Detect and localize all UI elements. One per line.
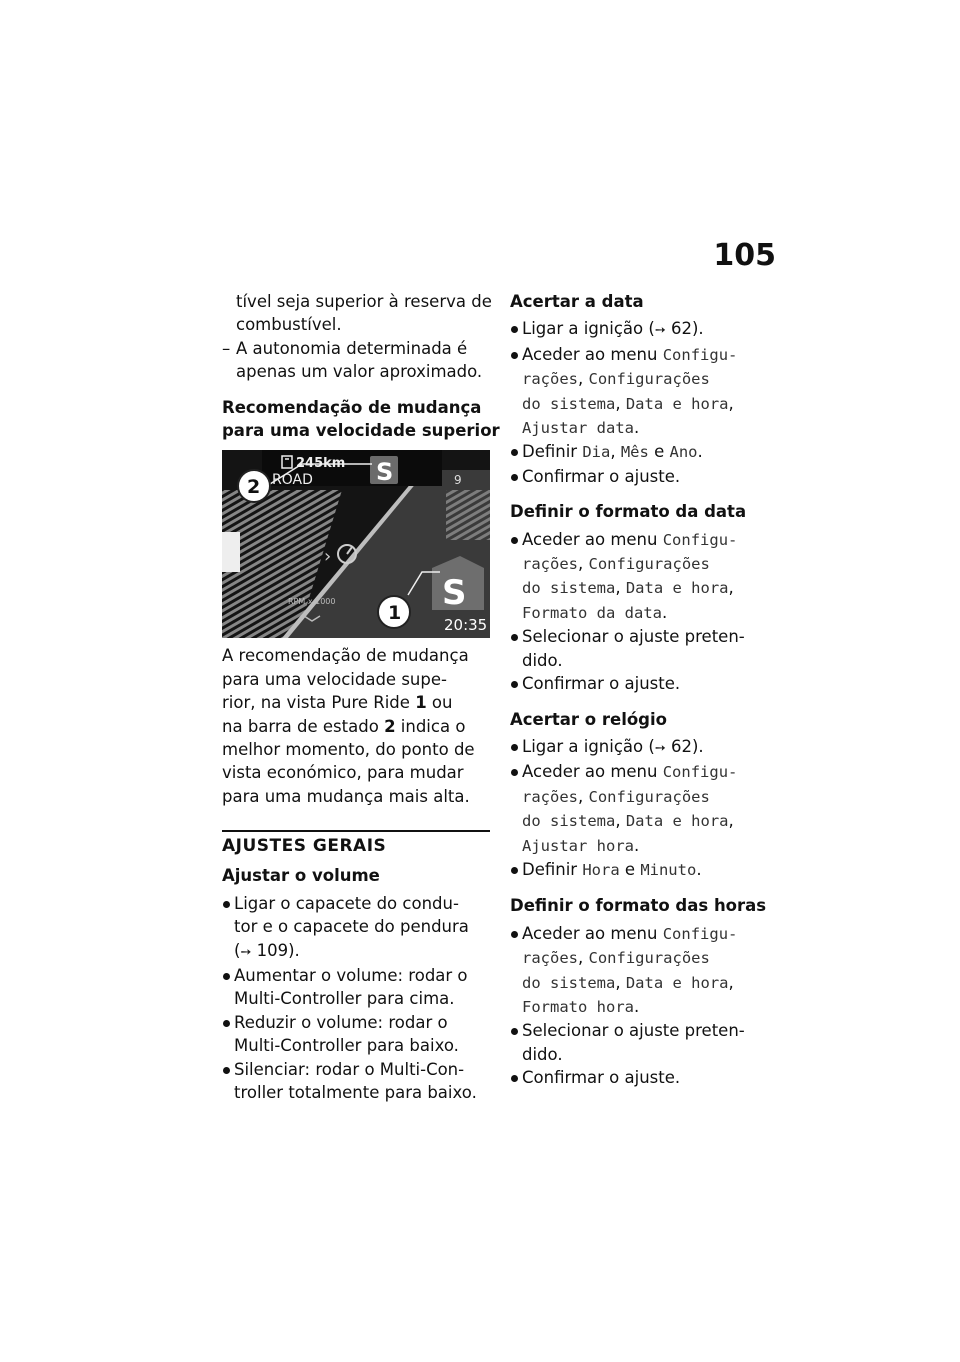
list-item: Confirmar o ajuste. [510, 1066, 792, 1089]
list-item: Ligar a ignição (➙ 62). [510, 317, 792, 342]
body-text: para uma mudança mais alta. [222, 786, 470, 806]
left-column [222, 290, 500, 1104]
page-number: 105 [713, 238, 776, 273]
subsection-heading: Acertar a data [510, 292, 644, 311]
list-item-cont: Multi-Controller para baixo. [234, 1036, 459, 1056]
chevron-right-icon: › [324, 546, 332, 568]
list-item: Confirmar o ajuste. [510, 672, 792, 695]
right-column [510, 290, 792, 1090]
list-item-cont: Formato hora. [522, 996, 640, 1016]
section-divider [222, 830, 490, 832]
subsection-heading: Definir o formato da data [510, 502, 747, 522]
list-item: Selecionar o ajuste preten- [510, 1019, 792, 1042]
list-item-cont: rações, Configurações [522, 948, 710, 968]
dash-list-item-cont: apenas um valor aproximado. [236, 362, 483, 382]
body-text: vista económico, para mudar [222, 763, 464, 783]
body-text: A recomendação de mudança [222, 646, 469, 666]
range-readout: 245km [296, 456, 346, 472]
list-item: Ligar o capacete do condu- [222, 892, 494, 915]
list-item-cont: dido. [522, 1044, 563, 1064]
list-item: Aceder ao menu Configu- [510, 760, 792, 784]
list-item: Aumentar o volume: rodar o [222, 964, 494, 987]
page-reference-arrow-icon: ➙ [654, 323, 666, 339]
list-item: Silenciar: rodar o Multi-Con- [222, 1058, 494, 1081]
list-item-cont: do sistema, Data e hora, [522, 393, 734, 413]
list-item-cont: Ajustar hora. [522, 835, 640, 855]
callout-1: 1 [388, 602, 402, 625]
list-item: Aceder ao menu Configu- [510, 922, 792, 946]
subsection-heading: Definir o formato das horas [510, 896, 767, 916]
intro-line: combustível. [236, 315, 342, 335]
callout-2: 2 [247, 476, 261, 499]
list-item-cont: tor e o capacete do pendura [234, 917, 469, 937]
list-item-cont: rações, Configurações [522, 369, 710, 389]
list-item-cont: rações, Configurações [522, 786, 710, 806]
body-text: para uma velocidade supe- [222, 669, 447, 689]
dashboard-illustration [222, 450, 490, 638]
body-text: rior, na vista Pure Ride 1 ou [222, 693, 453, 713]
section-title: AJUSTES GERAIS [222, 836, 387, 857]
gear-indicator-main: S [442, 573, 467, 614]
riding-mode: ROAD [272, 472, 313, 489]
list-item: Ligar a ignição (➙ 62). [510, 735, 792, 760]
dashboard-figure [222, 450, 490, 638]
list-item: Definir Dia, Mês e Ano. [510, 440, 792, 464]
body-text: na barra de estado 2 indica o [222, 716, 466, 736]
list-item-cont: dido. [522, 650, 563, 670]
list-item-cont: Formato da data. [522, 602, 668, 622]
gear-indicator-top: S [376, 458, 394, 487]
list-item: Reduzir o volume: rodar o [222, 1011, 494, 1034]
list-item: Selecionar o ajuste preten- [510, 625, 792, 648]
rpm-tick-label: 9 [454, 473, 462, 488]
dash-list-item: – A autonomia determinada é [222, 337, 494, 360]
body-text: melhor momento, do ponto de [222, 740, 475, 760]
list-item-cont: do sistema, Data e hora, [522, 972, 734, 992]
page-reference-arrow-icon: ➙ [240, 944, 252, 960]
page-reference-arrow-icon: ➙ [654, 740, 666, 756]
list-item-cont: rações, Configurações [522, 554, 710, 574]
list-item: Aceder ao menu Configu- [510, 528, 792, 552]
list-item-cont: Ajustar data. [522, 418, 640, 438]
list-item: Definir Hora e Minuto. [510, 858, 792, 882]
list-item-cont: troller totalmente para baixo. [234, 1082, 477, 1102]
subsection-heading: Acertar o relógio [510, 709, 667, 729]
list-item-cont: do sistema, Data e hora, [522, 578, 734, 598]
list-item-cont: Multi-Controller para cima. [234, 989, 455, 1009]
rpm-scale-label: RPM x 1000 [288, 597, 336, 607]
list-item: Aceder ao menu Configu- [510, 343, 792, 367]
section-heading: Recomendação de mudança para uma velocidade superior [222, 397, 500, 441]
list-item-cont: (➙ 109). [222, 939, 494, 964]
subsection-heading: Ajustar o volume [222, 866, 380, 886]
list-item: Confirmar o ajuste. [510, 465, 792, 488]
clock: 20:35 [444, 616, 488, 635]
intro-line: tível seja superior à reserva de [236, 292, 492, 311]
list-item-cont: do sistema, Data e hora, [522, 811, 734, 831]
